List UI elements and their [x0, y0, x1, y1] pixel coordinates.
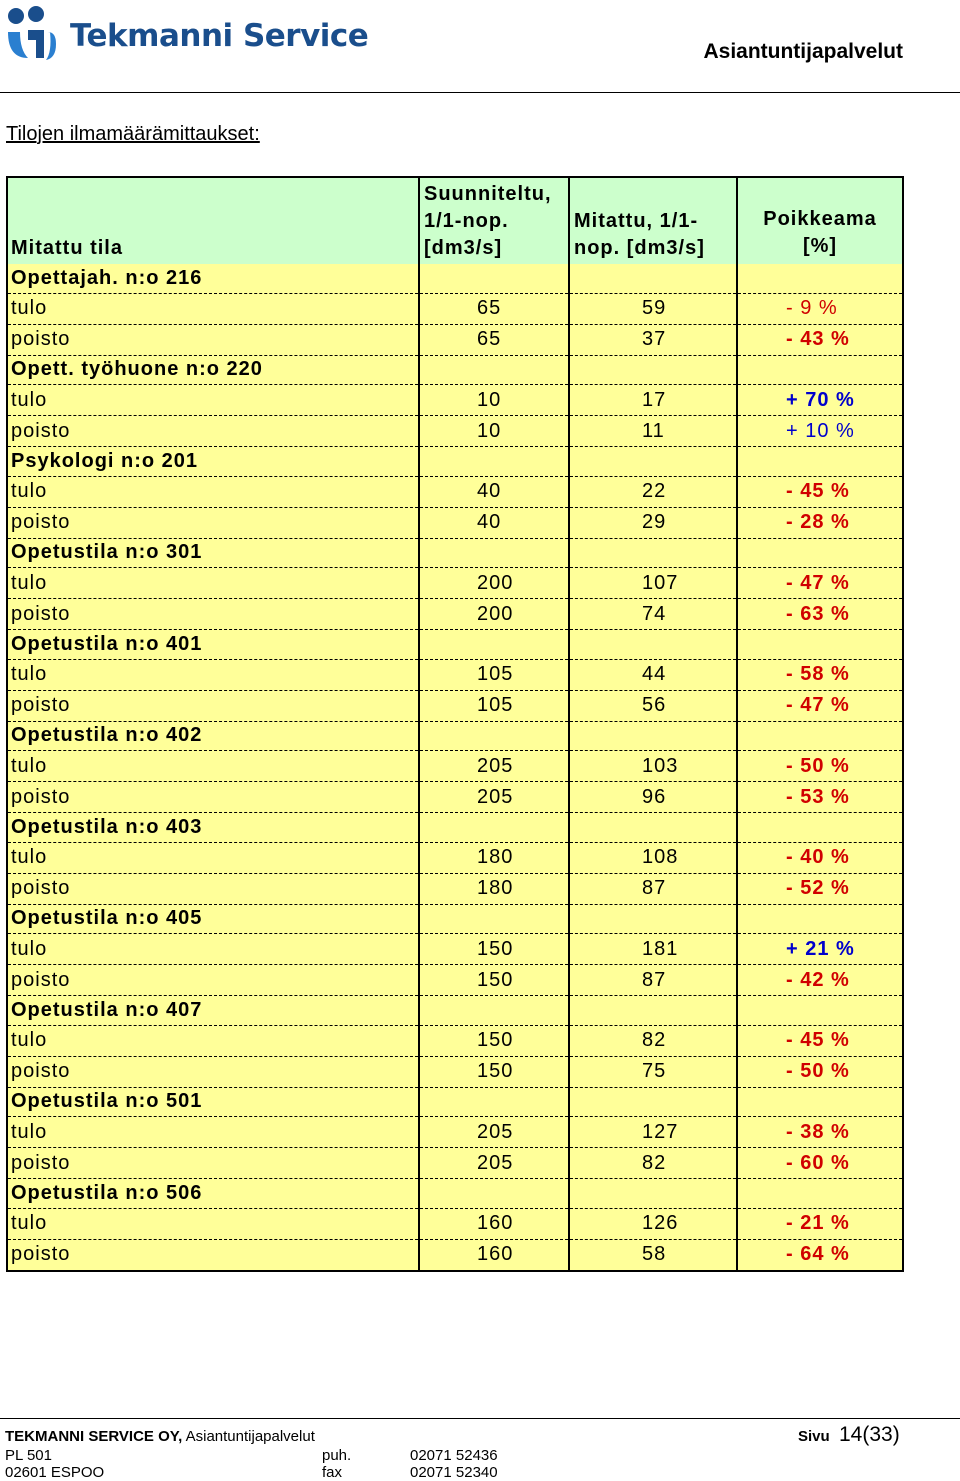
planned-cell: 65: [419, 293, 569, 324]
measured-cell: 58: [569, 1239, 737, 1271]
empty-cell: [569, 1179, 737, 1209]
deviation-cell: [737, 873, 903, 904]
table-row: [7, 599, 903, 630]
empty-cell: [737, 721, 903, 751]
col-header-deviation-line: Poikkeama: [763, 208, 877, 230]
planned-cell: 10: [419, 385, 569, 416]
footer-phone: 02071 52436: [410, 1447, 498, 1464]
page-header: [0, 0, 960, 94]
deviation-value: - 53 %: [786, 785, 850, 808]
deviation-value: - 45 %: [786, 1029, 850, 1051]
planned-cell: 150: [419, 1056, 569, 1087]
deviation-value: - 50 %: [786, 754, 850, 777]
footer-company-suffix: Asiantuntijapalvelut: [185, 1428, 315, 1445]
measured-cell: 29: [569, 507, 737, 538]
table-row: [7, 476, 903, 507]
deviation-cell: [737, 416, 903, 447]
measured-cell: 17: [569, 385, 737, 416]
deviation-value: - 60 %: [786, 1151, 850, 1174]
room-name: Psykologi n:o 201: [7, 447, 419, 477]
room-name: Opetustila n:o 501: [7, 1087, 419, 1117]
deviation-cell: [737, 1239, 903, 1271]
empty-cell: [419, 996, 569, 1026]
flow-type-cell: tulo: [7, 934, 419, 965]
deviation-cell: [737, 568, 903, 599]
empty-cell: [737, 1087, 903, 1117]
footer-phone-label: puh.: [322, 1447, 352, 1464]
measured-cell: 87: [569, 965, 737, 996]
deviation-cell: [737, 1148, 903, 1179]
section-title: Tilojen ilmamäärämittaukset:: [6, 123, 260, 145]
room-name: Opettajah. n:o 216: [7, 264, 419, 293]
deviation-value: - 47 %: [786, 571, 850, 594]
empty-cell: [569, 538, 737, 568]
table-row: [7, 690, 903, 721]
deviation-value: + 10 %: [786, 419, 855, 442]
empty-cell: [569, 904, 737, 934]
footer-company: TEKMANNI SERVICE OY,: [5, 1428, 183, 1445]
col-header-measured-line: nop. [dm3/s]: [574, 237, 705, 259]
planned-cell: 150: [419, 934, 569, 965]
empty-cell: [569, 630, 737, 660]
empty-cell: [419, 721, 569, 751]
planned-cell: 105: [419, 690, 569, 721]
deviation-cell: [737, 934, 903, 965]
measured-cell: 37: [569, 324, 737, 355]
footer-company-line: [5, 1428, 315, 1445]
planned-cell: 200: [419, 568, 569, 599]
footer-address-1: PL 501: [5, 1447, 52, 1464]
col-header-planned-line: [dm3/s]: [424, 237, 503, 259]
measured-cell: 82: [569, 1148, 737, 1179]
flow-type-cell: poisto: [7, 965, 419, 996]
table-group-row: [7, 904, 903, 934]
deviation-value: - 58 %: [786, 663, 850, 685]
measured-cell: 56: [569, 690, 737, 721]
deviation-cell: [737, 507, 903, 538]
empty-cell: [737, 813, 903, 843]
deviation-value: - 45 %: [786, 480, 850, 502]
planned-cell: 205: [419, 782, 569, 813]
table-row: [7, 416, 903, 447]
deviation-value: - 38 %: [786, 1120, 850, 1143]
planned-cell: 205: [419, 751, 569, 782]
col-header-deviation-line: [%]: [802, 235, 838, 257]
empty-cell: [419, 447, 569, 477]
table-row: [7, 965, 903, 996]
planned-cell: 10: [419, 416, 569, 447]
planned-cell: 150: [419, 1025, 569, 1056]
empty-cell: [419, 630, 569, 660]
deviation-cell: [737, 324, 903, 355]
footer-divider: [0, 1418, 960, 1419]
room-name: Opetustila n:o 301: [7, 538, 419, 568]
flow-type-cell: poisto: [7, 1239, 419, 1271]
measured-cell: 82: [569, 1025, 737, 1056]
table-row: [7, 873, 903, 904]
table-row: [7, 751, 903, 782]
deviation-value: - 9 %: [786, 297, 838, 319]
empty-cell: [569, 721, 737, 751]
deviation-value: - 47 %: [786, 694, 850, 716]
table-row: [7, 842, 903, 873]
flow-type-cell: poisto: [7, 416, 419, 447]
measured-cell: 59: [569, 293, 737, 324]
flow-type-cell: poisto: [7, 1056, 419, 1087]
flow-type-cell: poisto: [7, 507, 419, 538]
empty-cell: [569, 813, 737, 843]
measured-cell: 75: [569, 1056, 737, 1087]
table-row: [7, 293, 903, 324]
planned-cell: 105: [419, 659, 569, 690]
table-row: [7, 1148, 903, 1179]
flow-type-cell: poisto: [7, 782, 419, 813]
empty-cell: [737, 355, 903, 385]
table-body: [7, 264, 903, 1271]
measured-cell: 107: [569, 568, 737, 599]
empty-cell: [419, 1087, 569, 1117]
planned-cell: 150: [419, 965, 569, 996]
header-department: Asiantuntijapalvelut: [703, 40, 903, 63]
deviation-value: - 64 %: [786, 1243, 850, 1265]
col-header-planned: [419, 177, 569, 264]
measured-cell: 11: [569, 416, 737, 447]
room-name: Opetustila n:o 401: [7, 630, 419, 660]
flow-type-cell: tulo: [7, 659, 419, 690]
table-group-row: [7, 264, 903, 293]
flow-type-cell: tulo: [7, 1117, 419, 1148]
table-row: [7, 507, 903, 538]
measured-cell: 126: [569, 1208, 737, 1239]
table-row: [7, 1025, 903, 1056]
room-name: Opetustila n:o 402: [7, 721, 419, 751]
measured-cell: 181: [569, 934, 737, 965]
room-name: Opett. työhuone n:o 220: [7, 355, 419, 385]
deviation-value: - 21 %: [786, 1212, 850, 1234]
planned-cell: 40: [419, 507, 569, 538]
measured-cell: 96: [569, 782, 737, 813]
table-group-row: [7, 630, 903, 660]
measured-cell: 22: [569, 476, 737, 507]
empty-cell: [419, 813, 569, 843]
measured-cell: 103: [569, 751, 737, 782]
empty-cell: [737, 1179, 903, 1209]
measured-cell: 87: [569, 873, 737, 904]
empty-cell: [737, 904, 903, 934]
footer-fax: 02071 52340: [410, 1464, 498, 1481]
col-header-deviation: [737, 177, 903, 264]
room-name: Opetustila n:o 403: [7, 813, 419, 843]
planned-cell: 205: [419, 1117, 569, 1148]
table-row: [7, 1208, 903, 1239]
flow-type-cell: tulo: [7, 568, 419, 599]
flow-type-cell: tulo: [7, 1208, 419, 1239]
empty-cell: [569, 1087, 737, 1117]
planned-cell: 160: [419, 1239, 569, 1271]
table-row: [7, 1239, 903, 1271]
deviation-cell: [737, 659, 903, 690]
empty-cell: [737, 264, 903, 293]
deviation-cell: [737, 1025, 903, 1056]
empty-cell: [737, 538, 903, 568]
measured-cell: 74: [569, 599, 737, 630]
table-row: [7, 934, 903, 965]
table-row: [7, 568, 903, 599]
col-header-planned-line: Suunniteltu,: [424, 183, 552, 205]
footer-address-2: 02601 ESPOO: [5, 1464, 105, 1481]
empty-cell: [419, 355, 569, 385]
planned-cell: 160: [419, 1208, 569, 1239]
table-row: [7, 324, 903, 355]
deviation-cell: [737, 476, 903, 507]
deviation-cell: [737, 1208, 903, 1239]
table-group-row: [7, 447, 903, 477]
empty-cell: [419, 538, 569, 568]
empty-cell: [737, 996, 903, 1026]
deviation-value: - 40 %: [786, 846, 850, 868]
table-row: [7, 659, 903, 690]
col-header-measured: [569, 177, 737, 264]
table-group-row: [7, 721, 903, 751]
flow-type-cell: poisto: [7, 1148, 419, 1179]
measured-cell: 127: [569, 1117, 737, 1148]
empty-cell: [737, 447, 903, 477]
deviation-value: - 43 %: [786, 328, 850, 350]
flow-type-cell: tulo: [7, 1025, 419, 1056]
deviation-cell: [737, 751, 903, 782]
empty-cell: [419, 264, 569, 293]
deviation-value: - 50 %: [786, 1060, 850, 1082]
room-name: Opetustila n:o 506: [7, 1179, 419, 1209]
table-group-row: [7, 355, 903, 385]
flow-type-cell: tulo: [7, 293, 419, 324]
deviation-value: - 52 %: [786, 877, 850, 899]
flow-type-cell: poisto: [7, 873, 419, 904]
table-header-row: [7, 177, 903, 264]
airflow-table: [6, 176, 904, 1272]
company-logo: [6, 6, 369, 66]
deviation-cell: [737, 1117, 903, 1148]
planned-cell: 40: [419, 476, 569, 507]
empty-cell: [419, 904, 569, 934]
room-name: Opetustila n:o 405: [7, 904, 419, 934]
empty-cell: [419, 1179, 569, 1209]
flow-type-cell: tulo: [7, 751, 419, 782]
planned-cell: 205: [419, 1148, 569, 1179]
flow-type-cell: tulo: [7, 842, 419, 873]
deviation-cell: [737, 293, 903, 324]
deviation-value: - 42 %: [786, 968, 850, 991]
flow-type-cell: tulo: [7, 476, 419, 507]
deviation-cell: [737, 842, 903, 873]
table-group-row: [7, 1087, 903, 1117]
planned-cell: 200: [419, 599, 569, 630]
flow-type-cell: poisto: [7, 324, 419, 355]
measured-cell: 44: [569, 659, 737, 690]
table-row: [7, 1117, 903, 1148]
deviation-cell: [737, 965, 903, 996]
footer-fax-label: fax: [322, 1464, 343, 1481]
deviation-cell: [737, 690, 903, 721]
deviation-value: - 63 %: [786, 602, 850, 625]
measured-cell: 108: [569, 842, 737, 873]
flow-type-cell: tulo: [7, 385, 419, 416]
logo-mark-icon: [6, 6, 66, 66]
col-header-planned-line: 1/1-nop.: [424, 210, 509, 232]
deviation-value: + 70 %: [786, 388, 855, 411]
deviation-value: + 21 %: [786, 937, 855, 960]
table-group-row: [7, 1179, 903, 1209]
deviation-cell: [737, 1056, 903, 1087]
deviation-value: - 28 %: [786, 511, 850, 533]
empty-cell: [737, 630, 903, 660]
col-header-measured-line: Mitattu, 1/1-: [574, 210, 699, 232]
table-group-row: [7, 813, 903, 843]
header-divider: [0, 92, 960, 93]
table-group-row: [7, 538, 903, 568]
deviation-cell: [737, 782, 903, 813]
footer-page-label: Sivu: [798, 1428, 830, 1445]
empty-cell: [569, 355, 737, 385]
empty-cell: [569, 447, 737, 477]
empty-cell: [569, 264, 737, 293]
deviation-cell: [737, 599, 903, 630]
col-header-room: Mitattu tila: [7, 177, 419, 264]
logo-text: Tekmanni Service: [70, 18, 369, 54]
deviation-cell: [737, 385, 903, 416]
room-name: Opetustila n:o 407: [7, 996, 419, 1026]
flow-type-cell: poisto: [7, 690, 419, 721]
table-row: [7, 1056, 903, 1087]
planned-cell: 180: [419, 873, 569, 904]
flow-type-cell: poisto: [7, 599, 419, 630]
table-row: [7, 782, 903, 813]
planned-cell: 180: [419, 842, 569, 873]
table-group-row: [7, 996, 903, 1026]
empty-cell: [569, 996, 737, 1026]
table-row: [7, 385, 903, 416]
planned-cell: 65: [419, 324, 569, 355]
footer-page-number: 14(33): [839, 1423, 900, 1446]
